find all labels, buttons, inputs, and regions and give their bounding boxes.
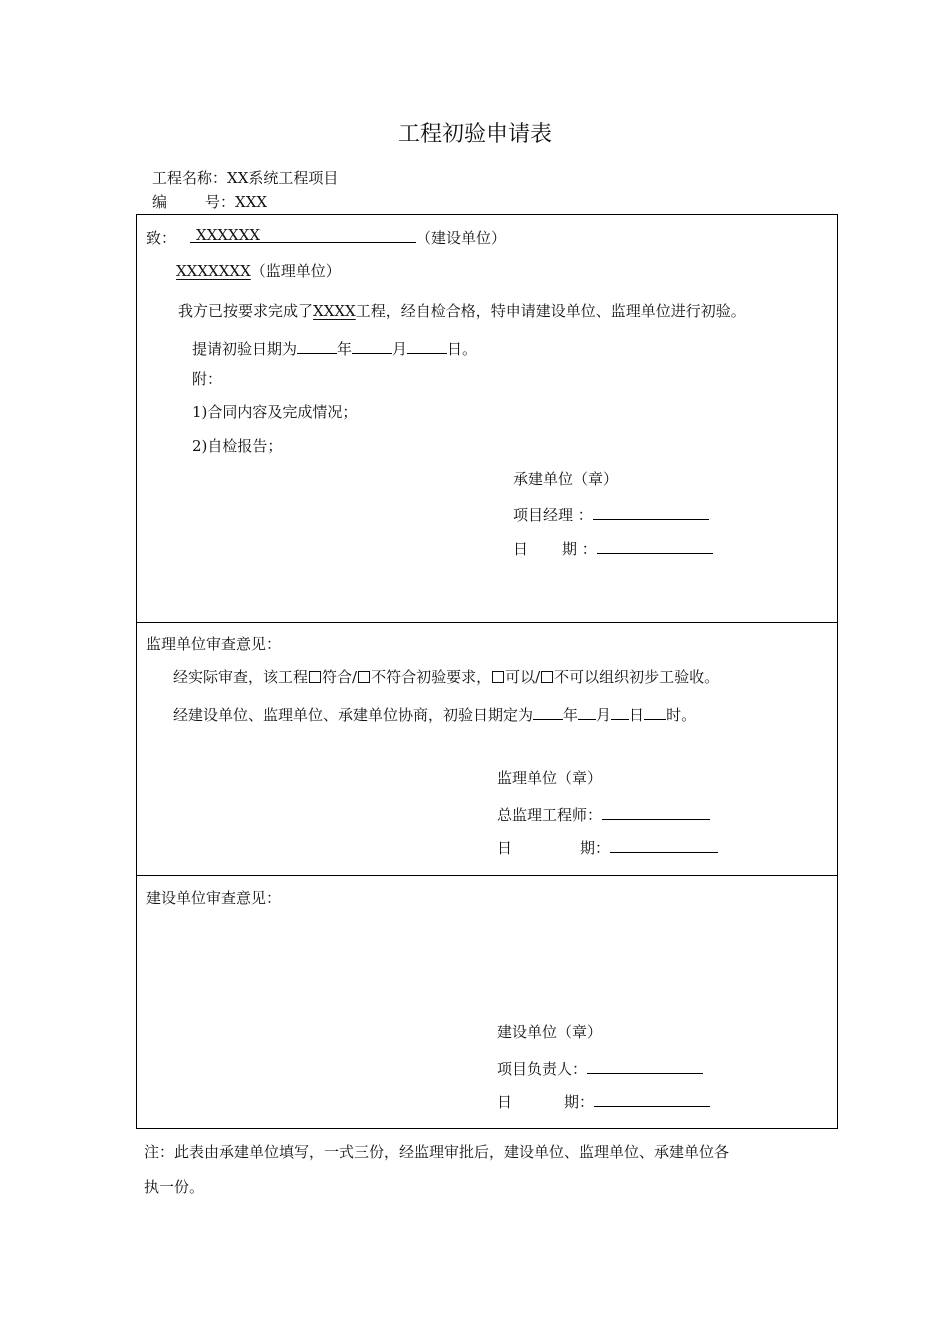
date-label-1: 日 — [513, 540, 529, 558]
project-name-row — [152, 171, 338, 186]
review-text-b: 符合/ — [322, 668, 358, 686]
project-name-value: XX系统工程项目 — [227, 169, 339, 187]
manager-label: 项目经理 ： — [513, 506, 593, 524]
date-label-2: 期 ： — [562, 540, 597, 558]
agreed-day-label: 日 — [629, 706, 645, 724]
note-line-2: 执一份。 — [144, 1178, 205, 1196]
review-text-e: 不可以组织初步工验收。 — [554, 668, 720, 686]
agreed-hour-field[interactable] — [644, 705, 666, 720]
to-suffix: （建设单位） — [416, 229, 507, 247]
manager-row — [513, 505, 709, 523]
review-text-a: 经实际审查，该工程 — [173, 668, 309, 686]
date-pre: 提请初验日期为 — [192, 340, 298, 358]
review-result-row — [173, 670, 719, 685]
agreed-hour-label: 时。 — [666, 706, 697, 724]
body-project: XXXX — [313, 302, 356, 320]
number-label-1: 编 — [152, 193, 168, 211]
owner-person-field[interactable] — [587, 1059, 703, 1074]
chief-engineer-row — [497, 805, 710, 823]
agreed-day-field[interactable] — [611, 705, 629, 720]
agreed-month-label: 月 — [596, 706, 612, 724]
supervisor-date-field[interactable] — [610, 838, 718, 853]
day-field[interactable] — [407, 339, 447, 354]
number-row — [152, 195, 267, 210]
date-label-1: 日 — [497, 1093, 513, 1111]
supervisor-row — [176, 264, 341, 279]
request-body — [178, 304, 746, 319]
can-organize-checkbox[interactable] — [492, 671, 504, 683]
owner-date-field[interactable] — [594, 1092, 710, 1107]
number-label-2: 号： — [205, 193, 236, 211]
agreed-year-label: 年 — [563, 706, 579, 724]
contractor-date-row — [513, 539, 713, 557]
month-field[interactable] — [352, 339, 392, 354]
owner-person-label: 项目负责人： — [497, 1060, 588, 1078]
supervisor-suffix: （监理单位） — [250, 262, 341, 280]
year-label: 年 — [337, 340, 353, 358]
note-line-1: 注：此表由承建单位填写，一式三份，经监理审批后，建设单位、监理单位、承建单位各 — [144, 1143, 730, 1161]
to-field[interactable] — [190, 228, 416, 243]
supervisor-value: XXXXXXX — [176, 262, 251, 280]
review-text-c: 不符合初验要求， — [371, 668, 492, 686]
number-value: XXX — [235, 193, 268, 211]
agreed-year-field[interactable] — [533, 705, 563, 720]
supervisor-date-row — [497, 838, 718, 856]
requested-date-row — [192, 339, 477, 357]
body-pre: 我方已按要求完成了 — [178, 302, 314, 320]
body-post: 工程，经自检合格，特申请建设单位、监理单位进行初验。 — [355, 302, 746, 320]
attach-item: 2)自检报告； — [192, 437, 283, 455]
contractor-date-field[interactable] — [597, 539, 713, 554]
to-row — [146, 228, 506, 246]
date-label-1: 日 — [497, 839, 513, 857]
section-divider-1 — [136, 622, 838, 623]
agreed-month-field[interactable] — [578, 705, 596, 720]
day-label: 日。 — [447, 340, 478, 358]
conform-checkbox[interactable] — [309, 671, 321, 683]
agreed-date-row — [173, 705, 696, 723]
manager-field[interactable] — [593, 505, 709, 520]
chief-engineer-field[interactable] — [602, 805, 710, 820]
to-label: 致： — [146, 229, 177, 247]
date-label-2: 期： — [580, 839, 611, 857]
supervisor-opinion-heading: 监理单位审查意见： — [146, 635, 282, 653]
owner-opinion-heading: 建设单位审查意见： — [146, 889, 282, 907]
page-title: 工程初验申请表 — [397, 122, 552, 147]
chief-engineer-label: 总监理工程师： — [497, 806, 603, 824]
agreed-date-pre: 经建设单位、监理单位、承建单位协商，初验日期定为 — [173, 706, 534, 724]
nonconform-checkbox[interactable] — [358, 671, 370, 683]
owner-person-row — [497, 1059, 703, 1077]
contractor-seal: 承建单位（章） — [513, 470, 619, 488]
month-label: 月 — [392, 340, 408, 358]
year-field[interactable] — [297, 339, 337, 354]
date-label-2: 期： — [564, 1093, 595, 1111]
to-value: XXXXXX — [196, 226, 261, 244]
section-divider-2 — [136, 875, 838, 876]
owner-seal: 建设单位（章） — [497, 1023, 603, 1041]
supervisor-seal: 监理单位（章） — [497, 769, 603, 787]
attach-item: 1)合同内容及完成情况； — [192, 403, 358, 421]
attach-label: 附： — [192, 370, 223, 388]
owner-date-row — [497, 1092, 710, 1110]
project-name-label: 工程名称： — [152, 169, 228, 187]
review-text-d: 可以/ — [505, 668, 541, 686]
cannot-organize-checkbox[interactable] — [541, 671, 553, 683]
